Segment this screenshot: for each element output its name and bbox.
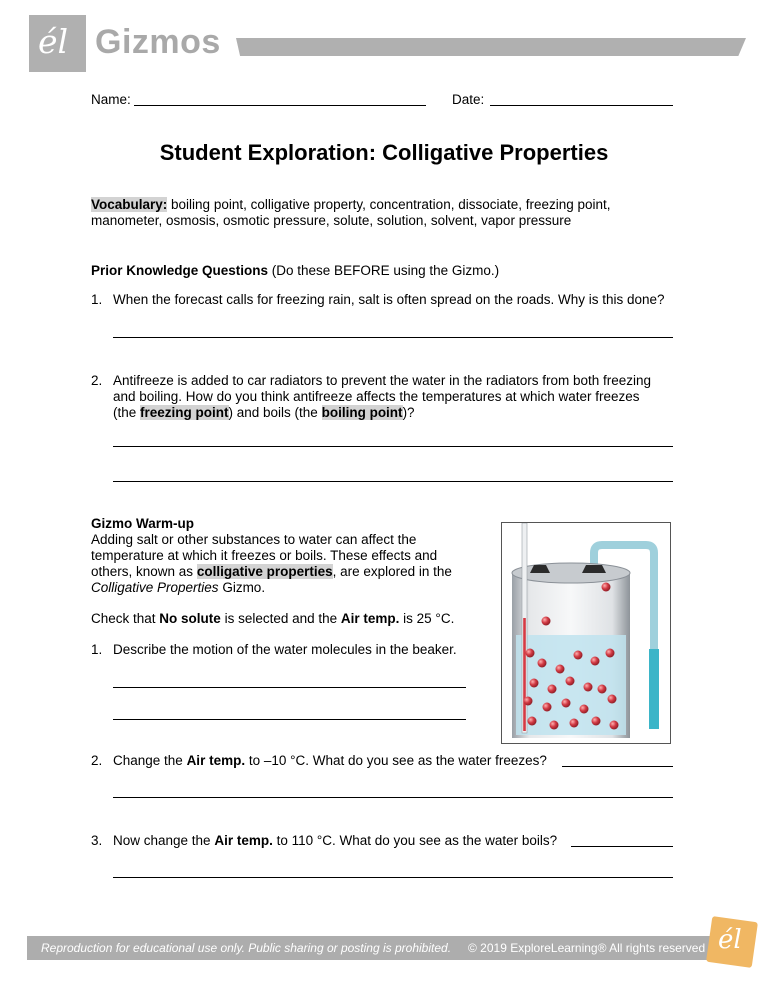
warmup-p3-a: others, known as	[91, 564, 197, 579]
prior-q1-text: When the forecast calls for freezing rain, salt is often spread on the roads. Why is this done?	[113, 292, 665, 307]
header-bar	[236, 38, 746, 56]
gizmos-brand: Gizmos	[95, 23, 221, 61]
q3-c: to 110 °C. What do you see as the water boils?	[272, 833, 558, 848]
vocabulary-terms-1: boiling point, colligative property, concentration, dissociate, freezing point,	[167, 197, 611, 212]
q2-air-temp: Air temp.	[186, 753, 246, 768]
warmup-q1-text: Describe the motion of the water molecules in the beaker.	[113, 642, 457, 657]
date-label: Date:	[452, 92, 485, 107]
warmup-paragraph-3	[91, 564, 452, 580]
check-a: Check that	[91, 611, 160, 626]
prior-heading-note: (Do these BEFORE using the Gizmo.)	[268, 263, 500, 278]
beaker-figure	[501, 522, 671, 744]
colligative-properties-term: colligative properties	[196, 564, 333, 579]
warmup-q3-text	[113, 833, 557, 849]
prior-heading-bold: Prior Knowledge Questions	[91, 263, 269, 278]
warmup-q3-number: 3.	[91, 833, 103, 848]
warmup-heading-text: Gizmo Warm-up	[91, 516, 194, 531]
prior-q2-answer-line-1[interactable]	[113, 446, 673, 447]
check-e: is 25 °C.	[399, 611, 455, 626]
warmup-heading	[91, 516, 194, 532]
check-no-solute: No solute	[159, 611, 221, 626]
warmup-q2-inline-line[interactable]	[562, 766, 673, 767]
prior-q1-answer-line[interactable]	[113, 337, 673, 338]
footer-copyright: © 2019 ExploreLearning® All rights reserved	[468, 941, 706, 955]
badge-mark: él	[718, 925, 742, 955]
prior-q2-text-b: ) and boils (the	[228, 405, 322, 420]
warmup-p3-b: , are explored in the	[332, 564, 452, 579]
prior-q2-text-a: (the	[113, 405, 141, 420]
name-field[interactable]	[134, 105, 426, 106]
check-air-temp: Air temp.	[340, 611, 400, 626]
warmup-q2-text	[113, 753, 547, 769]
page-title: Student Exploration: Colligative Properties	[159, 140, 609, 165]
prior-knowledge-heading	[91, 263, 499, 279]
prior-q1-number: 1.	[91, 292, 103, 307]
vocabulary-line-1	[91, 197, 611, 213]
freezing-point-term: freezing point	[140, 405, 229, 420]
vocabulary-terms-2: manometer, osmosis, osmotic pressure, solute, solution, solvent, vapor pressure	[91, 213, 572, 228]
prior-q2-answer-line-2[interactable]	[113, 481, 673, 482]
warmup-q2-number: 2.	[91, 753, 103, 768]
q3-a: Now change the	[113, 833, 215, 848]
warmup-paragraph-4	[91, 580, 265, 596]
beaker-illustration	[502, 523, 670, 743]
warmup-q1-answer-line-1[interactable]	[113, 687, 466, 688]
prior-q2-line-1: Antifreeze is added to car radiators to prevent the water in the radiators from both freezing	[113, 373, 652, 388]
warmup-q1-number: 1.	[91, 642, 103, 657]
q2-c: to –10 °C. What do you see as the water freezes?	[245, 753, 547, 768]
warmup-q3-inline-line[interactable]	[571, 846, 673, 847]
gizmo-name: Colligative Properties	[91, 580, 219, 595]
warmup-check	[91, 611, 454, 627]
warmup-paragraph-1: Adding salt or other substances to water can affect the	[91, 532, 417, 547]
prior-q2-line-3	[113, 405, 415, 421]
warmup-q1-answer-line-2[interactable]	[113, 719, 466, 720]
name-label: Name:	[91, 92, 131, 107]
warmup-q3-answer-line[interactable]	[113, 877, 673, 878]
prior-q2-line-2: and boiling. How do you think antifreeze affects the temperatures at which water freezes	[113, 389, 640, 404]
warmup-paragraph-2: temperature at which it freezes or boils. These effects and	[91, 548, 438, 563]
q2-a: Change the	[113, 753, 187, 768]
q3-air-temp: Air temp.	[214, 833, 273, 848]
boiling-point-term: boiling point	[321, 405, 403, 420]
prior-q2-number: 2.	[91, 373, 103, 388]
warmup-q2-answer-line[interactable]	[113, 797, 673, 798]
logo-mark: él	[38, 22, 69, 61]
footer-notice: Reproduction for educational use only. Public sharing or posting is prohibited.	[41, 941, 452, 955]
date-field[interactable]	[490, 105, 673, 106]
vocabulary-label: Vocabulary:	[91, 197, 168, 212]
warmup-p4-b: Gizmo.	[218, 580, 266, 595]
prior-q2-text-c: )?	[402, 405, 415, 420]
check-c: is selected and the	[220, 611, 341, 626]
